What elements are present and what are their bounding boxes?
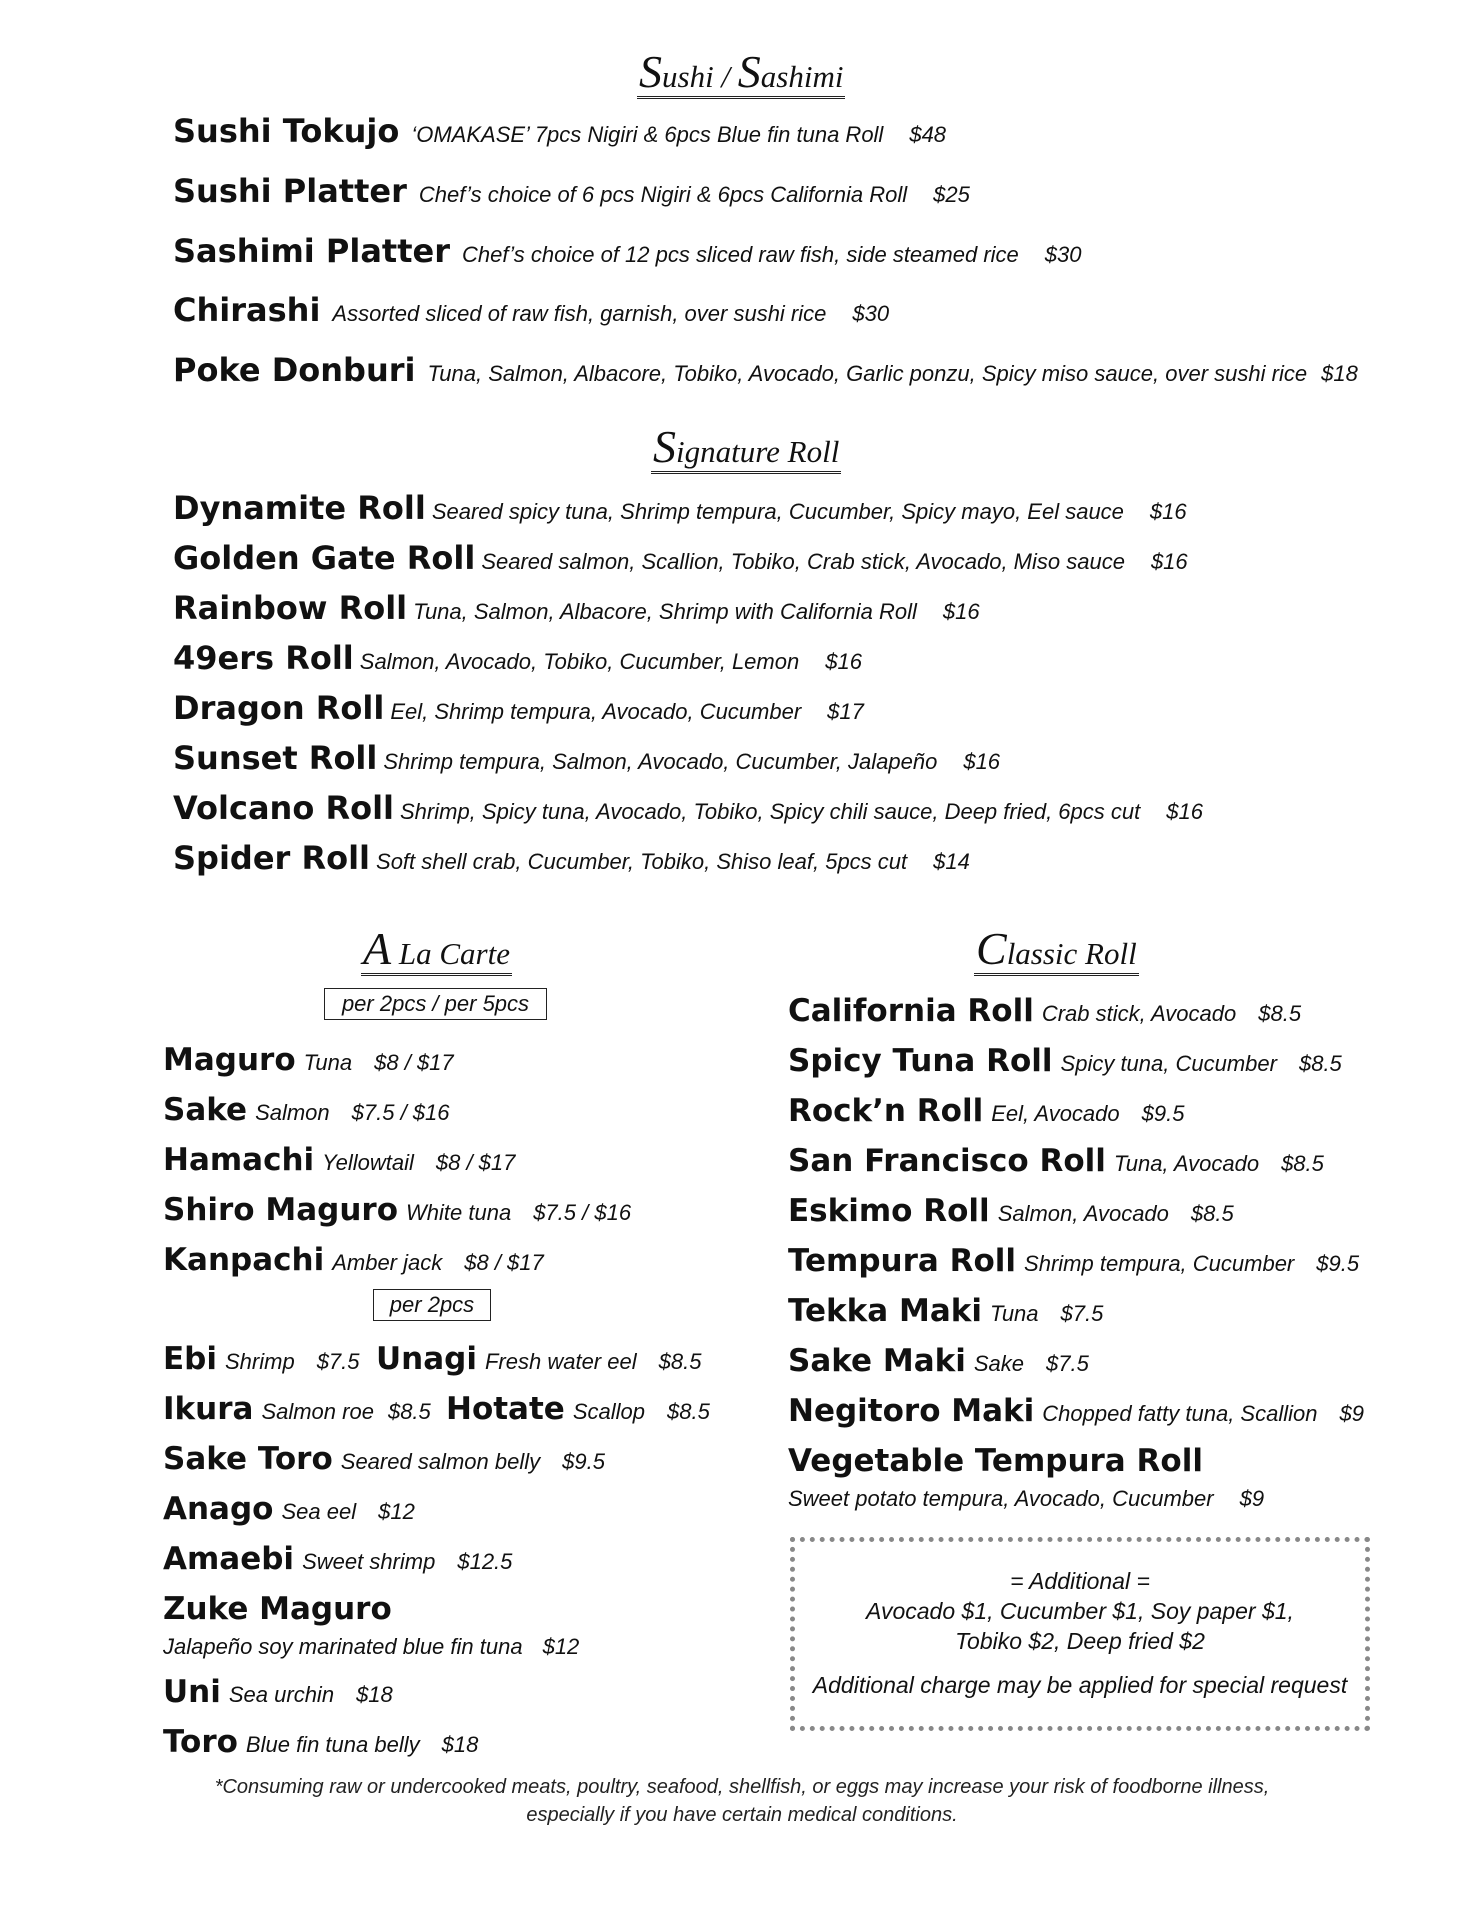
menu-item: Negitoro Maki Chopped fatty tuna, Scallion $9 bbox=[788, 1393, 1364, 1429]
menu-item: San Francisco Roll Tuna, Avocado $8.5 bbox=[788, 1143, 1324, 1179]
menu-item: Shiro Maguro White tuna $7.5 / $16 bbox=[163, 1192, 632, 1228]
price-unit-label: per 2pcs / per 5pcs bbox=[324, 988, 547, 1020]
menu-item-description: Sweet potato tempura, Avocado, Cucumber $9 bbox=[788, 1486, 1265, 1511]
menu-item: Rainbow Roll Tuna, Salmon, Albacore, Shrimp with California Roll $16 bbox=[173, 589, 980, 627]
section-title-sushi-sashimi: Sushi / Sashimi bbox=[637, 48, 845, 99]
additional-line-1: Avocado $1, Cucumber $1, Soy paper $1, bbox=[866, 1598, 1294, 1624]
price-unit-label: per 2pcs bbox=[373, 1289, 491, 1321]
menu-item: Spider Roll Soft shell crab, Cucumber, Tobiko, Shiso leaf, 5pcs cut $14 bbox=[173, 839, 970, 877]
menu-item: Dynamite Roll Seared spicy tuna, Shrimp tempura, Cucumber, Spicy mayo, Eel sauce $16 bbox=[173, 489, 1187, 527]
menu-item: Poke Donburi Tuna, Salmon, Albacore, Tobiko, Avocado, Garlic ponzu, Spicy miso sauce, over sushi rice $18 bbox=[173, 351, 1358, 389]
menu-item: Kanpachi Amber jack $8 / $17 bbox=[163, 1242, 544, 1278]
menu-item: Uni Sea urchin $18 bbox=[163, 1674, 393, 1710]
additional-options-box bbox=[790, 1537, 1370, 1731]
menu-item: Spicy Tuna Roll Spicy tuna, Cucumber $8.5 bbox=[788, 1043, 1342, 1079]
additional-title: = Additional = bbox=[1010, 1568, 1150, 1594]
additional-note: Additional charge may be applied for special request bbox=[812, 1672, 1348, 1698]
section-title-a-la-carte: A La Carte bbox=[361, 925, 512, 976]
menu-item: Maguro Tuna $8 / $17 bbox=[163, 1042, 454, 1078]
menu-item: Sake Salmon $7.5 / $16 bbox=[163, 1092, 450, 1128]
footer-disclaimer-1: *Consuming raw or undercooked meats, poultry, seafood, shellfish, or eggs may increase your risk of foodborne illness, bbox=[214, 1776, 1270, 1798]
section-title-classic-roll: Classic Roll bbox=[974, 925, 1139, 976]
menu-item: Rock’n Roll Eel, Avocado $9.5 bbox=[788, 1093, 1185, 1129]
menu-item: California Roll Crab stick, Avocado $8.5 bbox=[788, 993, 1302, 1029]
menu-item: Sushi Platter Chef’s choice of 6 pcs Nigiri & 6pcs California Roll $25 bbox=[173, 172, 970, 210]
menu-item: Anago Sea eel $12 bbox=[163, 1491, 415, 1527]
menu-item: Unagi Fresh water eel $8.5 bbox=[376, 1341, 702, 1377]
menu-item: Chirashi Assorted sliced of raw fish, garnish, over sushi rice $30 bbox=[173, 291, 890, 329]
menu-item: Tekka Maki Tuna $7.5 bbox=[788, 1293, 1104, 1329]
menu-item-name: Vegetable Tempura Roll bbox=[788, 1443, 1203, 1479]
menu-item: Eskimo Roll Salmon, Avocado $8.5 bbox=[788, 1193, 1234, 1229]
menu-item: Sushi Tokujo ‘OMAKASE’ 7pcs Nigiri & 6pcs Blue fin tuna Roll $48 bbox=[173, 112, 947, 150]
additional-line-2: Tobiko $2, Deep fried $2 bbox=[955, 1628, 1205, 1654]
menu-item: Tempura Roll Shrimp tempura, Cucumber $9.5 bbox=[788, 1243, 1360, 1279]
menu-item: 49ers Roll Salmon, Avocado, Tobiko, Cucumber, Lemon $16 bbox=[173, 639, 862, 677]
menu-item: Ebi Shrimp $7.5 bbox=[163, 1341, 360, 1377]
menu-item: Golden Gate Roll Seared salmon, Scallion, Tobiko, Crab stick, Avocado, Miso sauce $16 bbox=[173, 539, 1188, 577]
section-title-signature-roll: Signature Roll bbox=[651, 423, 841, 474]
menu-item: Sashimi Platter Chef’s choice of 12 pcs sliced raw fish, side steamed rice $30 bbox=[173, 232, 1082, 270]
menu-item: Sake Maki Sake $7.5 bbox=[788, 1343, 1089, 1379]
menu-item: Toro Blue fin tuna belly $18 bbox=[163, 1724, 479, 1760]
menu-item: Volcano Roll Shrimp, Spicy tuna, Avocado, Tobiko, Spicy chili sauce, Deep fried, 6pcs cut $16 bbox=[173, 789, 1203, 827]
menu-item: Amaebi Sweet shrimp $12.5 bbox=[163, 1541, 513, 1577]
footer-disclaimer-2: especially if you have certain medical conditions. bbox=[526, 1804, 958, 1826]
menu-item-name: Zuke Maguro bbox=[163, 1591, 392, 1627]
menu-item: Sake Toro Seared salmon belly $9.5 bbox=[163, 1441, 605, 1477]
menu-item: Hamachi Yellowtail $8 / $17 bbox=[163, 1142, 516, 1178]
menu-item-description: Jalapeño soy marinated blue fin tuna $12 bbox=[163, 1634, 580, 1659]
menu-item: Dragon Roll Eel, Shrimp tempura, Avocado, Cucumber $17 bbox=[173, 689, 864, 727]
menu-item: Ikura Salmon roe $8.5 bbox=[163, 1391, 431, 1427]
menu-item: Sunset Roll Shrimp tempura, Salmon, Avocado, Cucumber, Jalapeño $16 bbox=[173, 739, 1001, 777]
menu-item: Hotate Scallop $8.5 bbox=[446, 1391, 710, 1427]
